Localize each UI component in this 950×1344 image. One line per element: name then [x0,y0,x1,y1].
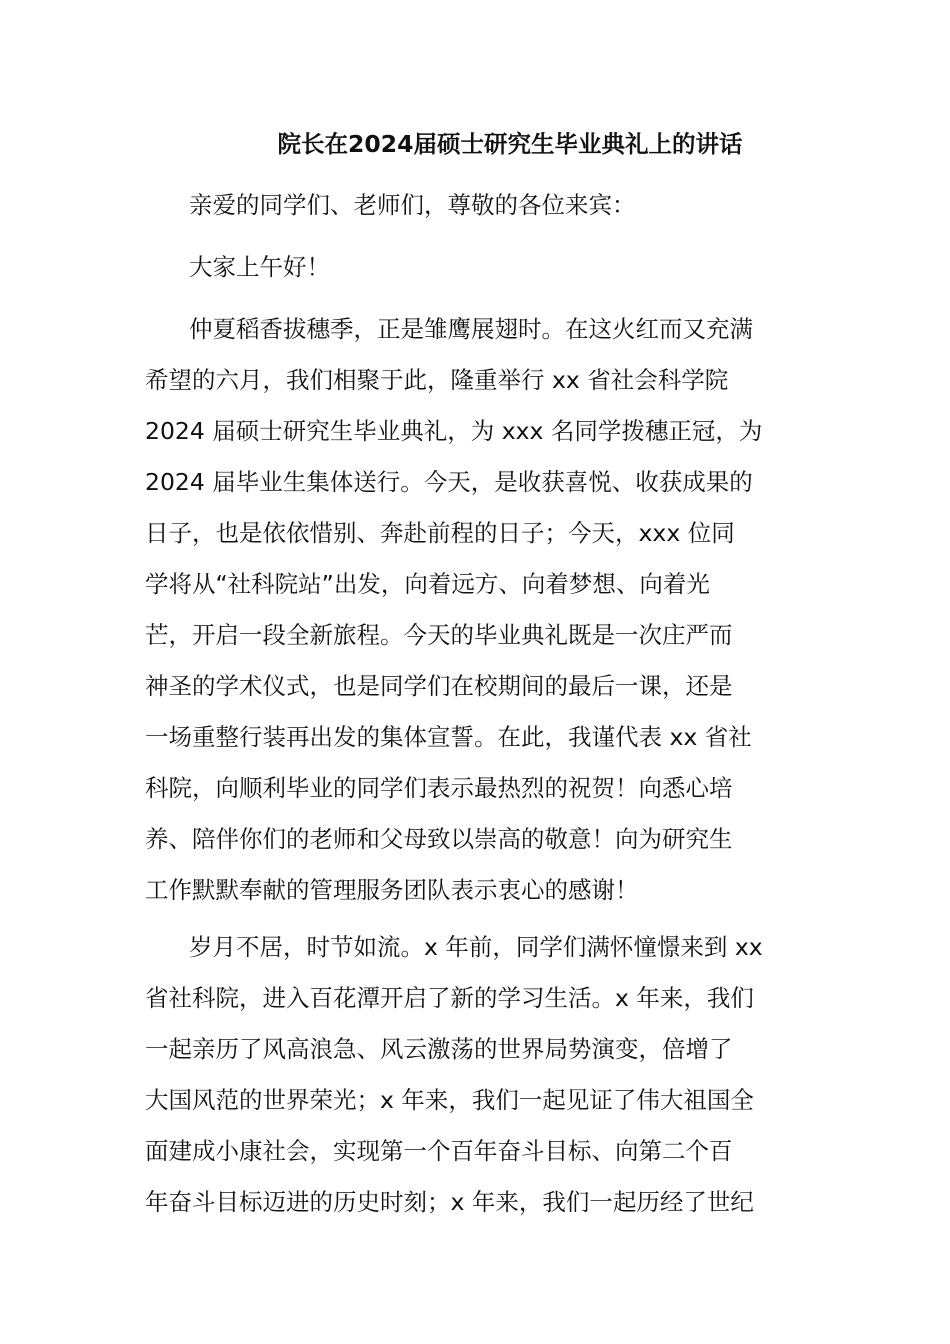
paragraph-line: 日子，也是依依惜别、奔赴前程的日子；今天，xxx 位同 [145,519,735,547]
paragraph-line: 年奋斗目标迈进的历史时刻；x 年来，我们一起历经了世纪 [145,1188,754,1216]
greeting [145,242,805,293]
salutation [145,180,805,231]
paragraph-line: 岁月不居，时节如流。x 年前，同学们满怀憧憬来到 xx [189,933,763,961]
paragraph-line: 省社科院，进入百花潭开启了新的学习生活。x 年来，我们 [145,984,754,1012]
paragraph-line: 大国风范的世界荣光；x 年来，我们一起见证了伟大祖国全 [145,1086,754,1114]
salutation-line: 亲爱的同学们、老师们，尊敬的各位来宾： [189,191,636,219]
paragraph-line: 芒，开启一段全新旅程。今天的毕业典礼既是一次庄严而 [145,621,733,649]
paragraph-line: 神圣的学术仪式，也是同学们在校期间的最后一课，还是 [145,672,733,700]
paragraph-line: 科院，向顺利毕业的同学们表示最热烈的祝贺！向悉心培 [145,774,733,802]
paragraph-line: 一场重整行装再出发的集体宣誓。在此，我谨代表 xx 省社 [145,723,752,751]
paragraph-line: 2024 届硕士研究生毕业典礼，为 xxx 名同学拨穗正冠，为 [145,417,763,445]
greeting-line: 大家上午好！ [189,253,330,281]
paragraph-line: 一起亲历了风高浪急、风云激荡的世界局势演变，倍增了 [145,1035,733,1063]
paragraph-2 [145,922,805,1228]
paragraph-line: 2024 届毕业生集体送行。今天，是收获喜悦、收获成果的 [145,468,753,496]
paragraph-1 [145,304,805,916]
paragraph-line: 养、陪伴你们的老师和父母致以崇高的敬意！向为研究生 [145,825,733,853]
document-title: 院长在2024届硕士研究生毕业典礼上的讲话 [277,130,743,158]
paragraph-line: 希望的六月，我们相聚于此，隆重举行 xx 省社会科学院 [145,366,729,394]
paragraph-line: 仲夏稻香拔穗季，正是雏鹰展翅时。在这火红而又充满 [189,315,753,343]
paragraph-line: 工作默默奉献的管理服务团队表示衷心的感谢！ [145,876,639,904]
paragraph-line: 学将从“社科院站”出发，向着远方、向着梦想、向着光 [145,570,710,598]
paragraph-line: 面建成小康社会，实现第一个百年奋斗目标、向第二个百 [145,1137,733,1165]
